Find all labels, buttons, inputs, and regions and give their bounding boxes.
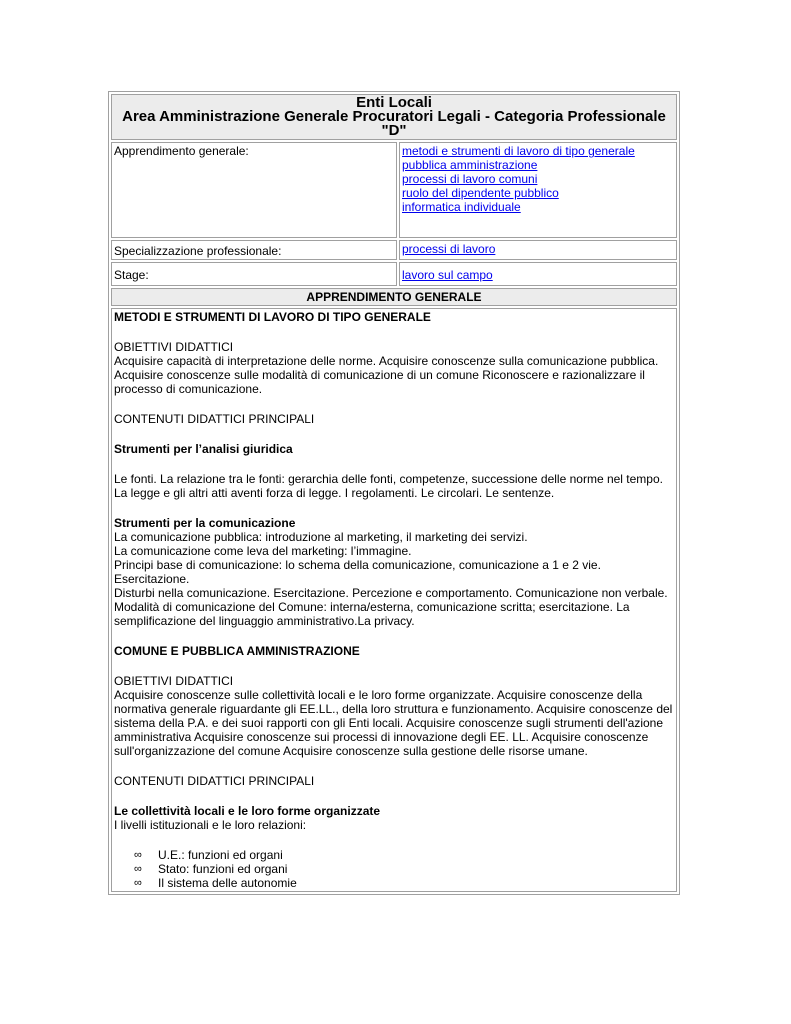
comunicazione-block: [114, 516, 674, 628]
link-informatica-individuale[interactable]: informatica individuale: [402, 200, 521, 214]
collettivita-block: [114, 804, 674, 832]
table-title: [111, 94, 677, 140]
list-item: [134, 848, 674, 862]
list-item-text: Stato: funzioni ed organi: [158, 862, 288, 876]
obiettivi-text-2: Acquisire conoscenze sulle collettività locali e le loro forme organizzate. Acquisire conoscenze della normativa generale riguardante gli EE.LL., della loro struttura e funzionamento. Acquisire conoscenze del sistema della P.A. e dei suoi rapporti con gli Enti locali. Acquisire conoscenze sugli strumenti dell'azione amministrativa Acquisire conoscenze sui processi di innovazione degli EE. LL. Acquisire conoscenze sull'organizzazione del comune Acquisire conoscenze sulla gestione delle risorse umane.: [114, 688, 673, 758]
subtitle-analisi-giuridica: Strumenti per l’analisi giuridica: [114, 442, 293, 456]
livelli-list: [114, 848, 674, 890]
link-ruolo-dipendente[interactable]: ruolo del dipendente pubblico: [402, 186, 559, 200]
list-item: [134, 862, 674, 876]
subtitle-collettivita: Le collettività locali e le loro forme organizzate: [114, 804, 381, 818]
specializzazione-cell: [399, 240, 677, 260]
apprendimento-label: Apprendimento generale:: [111, 142, 397, 238]
section-title-comune: COMUNE E PUBBLICA AMMINISTRAZIONE: [114, 644, 360, 658]
obiettivi-label-1: OBIETTIVI DIDATTICI: [114, 340, 234, 354]
obiettivi-text-1: Acquisire capacità di interpretazione delle norme. Acquisire conoscenze sulla comunicazione pubblica. Acquisire conoscenze sulle modalità di comunicazione di un comune Riconoscere e razionalizzare il processo di comunicazione.: [114, 354, 659, 396]
stage-cell: [399, 262, 677, 286]
link-processi-lavoro-comuni[interactable]: processi di lavoro comuni: [402, 172, 538, 186]
apprendimento-links: [399, 142, 677, 238]
obiettivi-block-1: [114, 340, 674, 396]
text-analisi-giuridica: Le fonti. La relazione tra le fonti: gerarchia delle fonti, competenze, successione delle norme nel tempo. La legge e gli altri atti aventi forza di legge. I regolamenti. Le circolari. Le sentenze.: [114, 472, 663, 500]
text-collettivita: I livelli istituzionali e le loro relazioni:: [114, 818, 307, 832]
content-body: [111, 308, 677, 892]
list-item: [134, 876, 674, 890]
comunicazione-line-2: La comunicazione come leva del marketing: l’immagine.: [114, 544, 412, 558]
title-line-2: Area Amministrazione Generale Procuratori Legali - Categoria Professionale "D": [122, 108, 666, 139]
comunicazione-line-4: Disturbi nella comunicazione. Esercitazione. Percezione e comportamento. Comunicazione non verbale. Modalità di comunicazione del Comune: interna/esterna, comunicazione scritta; esercitazione. La semplificazione del linguaggio amministrativo.La privacy.: [114, 586, 668, 628]
title-line-1: Enti Locali: [356, 94, 432, 111]
specializzazione-label: Specializzazione professionale:: [111, 240, 397, 260]
section-heading: APPRENDIMENTO GENERALE: [111, 288, 677, 306]
infinity-bullet-icon: ∞: [134, 877, 142, 889]
list-item-text: Il sistema delle autonomie: [158, 876, 297, 890]
infinity-bullet-icon: ∞: [134, 863, 142, 875]
link-metodi-strumenti[interactable]: metodi e strumenti di lavoro di tipo generale: [402, 144, 635, 158]
comunicazione-line-1: La comunicazione pubblica: introduzione al marketing, il marketing dei servizi.: [114, 530, 528, 544]
obiettivi-block-2: [114, 674, 674, 758]
section-title-metodi: METODI E STRUMENTI DI LAVORO DI TIPO GENERALE: [114, 310, 431, 324]
link-processi-di-lavoro[interactable]: processi di lavoro: [402, 242, 496, 256]
subtitle-comunicazione: Strumenti per la comunicazione: [114, 516, 296, 530]
link-lavoro-sul-campo[interactable]: lavoro sul campo: [402, 268, 493, 282]
course-table: [108, 91, 680, 895]
list-item-text: U.E.: funzioni ed organi: [158, 848, 283, 862]
contenuti-label-2: CONTENUTI DIDATTICI PRINCIPALI: [114, 774, 315, 788]
infinity-bullet-icon: ∞: [134, 849, 142, 861]
comunicazione-line-3: Principi base di comunicazione: lo schema della comunicazione, comunicazione a 1 e 2 vie. Esercitazione.: [114, 558, 601, 586]
link-pubblica-amministrazione[interactable]: pubblica amministrazione: [402, 158, 538, 172]
obiettivi-label-2: OBIETTIVI DIDATTICI: [114, 674, 234, 688]
contenuti-label-1: CONTENUTI DIDATTICI PRINCIPALI: [114, 412, 315, 426]
stage-label: Stage:: [111, 262, 397, 286]
